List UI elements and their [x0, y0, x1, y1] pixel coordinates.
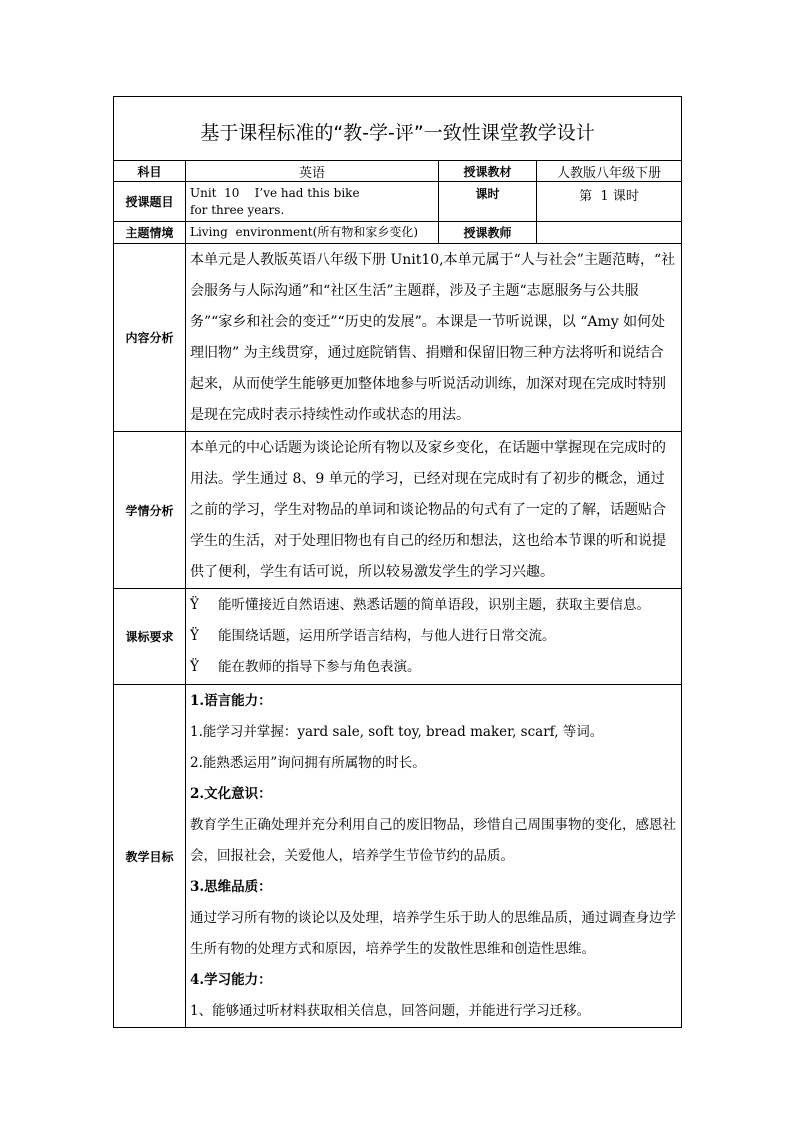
goal-heading-learning: 4.学习能力： [190, 971, 272, 988]
student-analysis-label: 学情分析 [114, 432, 186, 589]
student-analysis-text: 本单元的中心话题为谈论论所有物以及家乡变化，在话题中掌握现在完成时的用法。学生通过 8、9 单元的学习，已经对现在完成时有了初步的概念，通过之前的学习，学生对物品的单词和谈论物品的句式有了一定的了解，话题贴合学生的生活，对于处理旧物也有自己的经历和想法，这也给本节课的听和说提供了便利，学生有话可说，所以较易激发学生的学习兴趣。 [186, 432, 682, 589]
content-analysis-label: 内容分析 [114, 244, 186, 432]
document-title: 基于课程标准的“教-学-评”一致性课堂教学设计 [114, 97, 682, 161]
period-label: 课时 [439, 182, 537, 222]
standards-label: 课标要求 [114, 589, 186, 685]
content-analysis-text: 本单元是人教版英语八年级下册 Unit10,本单元属于“人与社会”主题范畴，“社会服务与人际沟通”和“社区生活”主题群，涉及子主题“志愿服务与公共服务”“家乡和社会的变迁”“历史的发展”。本课是一节听说课，以 “Amy 如何处理旧物” 为主线贯穿，通过庭院销售、捐赠和保留旧物三种方法将听和说结合起来，从而使学生能够更加整体地参与听说活动训练，加深对现在完成时特别是现在完成时表示持续性动作或状态的用法。 [186, 244, 682, 432]
goal-text: 通过学习所有物的谈论以及处理，培养学生乐于助人的思维品质，通过调查身边学生所有物的处理方式和原因，培养学生的发散性思维和创造性思维。 [190, 909, 676, 957]
goals-content [186, 685, 682, 1028]
bullet-icon: Ÿ [190, 659, 199, 675]
context-value: Living environment(所有物和家乡变化) [186, 222, 439, 244]
goal-text: 教育学生正确处理并充分利用自己的废旧物品，珍惜自己周围事物的变化，感恩社会，回报社会，关爱他人，培养学生节俭节约的品质。 [190, 816, 676, 864]
subject-value: 英语 [186, 161, 439, 182]
goal-heading-culture: 2.文化意识： [190, 785, 272, 802]
topic-line-2: for three years. [190, 202, 285, 217]
standards-list [186, 589, 682, 685]
goal-text: 1、能够通过听材料获取相关信息，回答问题，并能进行学习迁移。 [190, 1002, 591, 1019]
lesson-plan-table [113, 96, 682, 1028]
material-value: 人教版八年级下册 [537, 161, 682, 182]
topic-label: 授课题目 [114, 182, 186, 222]
goal-heading-thinking: 3.思维品质： [190, 878, 272, 895]
material-label: 授课教材 [439, 161, 537, 182]
standards-item: Ÿ 能在教师的指导下参与角色表演。 [190, 652, 677, 683]
bullet-icon: Ÿ [190, 597, 199, 613]
standards-item: Ÿ 能听懂接近自然语速、熟悉话题的简单语段，识别主题，获取主要信息。 [190, 590, 677, 621]
standards-item: Ÿ 能围绕话题，运用所学语言结构，与他人进行日常交流。 [190, 621, 677, 652]
topic-value [186, 182, 439, 222]
period-value: 第 1 课时 [537, 182, 682, 222]
teacher-value [537, 222, 682, 244]
teacher-label: 授课教师 [439, 222, 537, 244]
goal-text: 1.能学习并掌握：yard sale, soft toy, bread maker, scarf, 等词。 [190, 723, 604, 740]
subject-label: 科目 [114, 161, 186, 182]
goal-heading-language: 1.语言能力： [190, 692, 272, 709]
topic-line-1: Unit 10 I’ve had this bike [190, 185, 360, 200]
context-label: 主题情境 [114, 222, 186, 244]
goals-label: 教学目标 [114, 685, 186, 1028]
goal-text: 2.能熟悉运用”询问拥有所属物的时长。 [190, 754, 426, 771]
bullet-icon: Ÿ [190, 628, 199, 644]
